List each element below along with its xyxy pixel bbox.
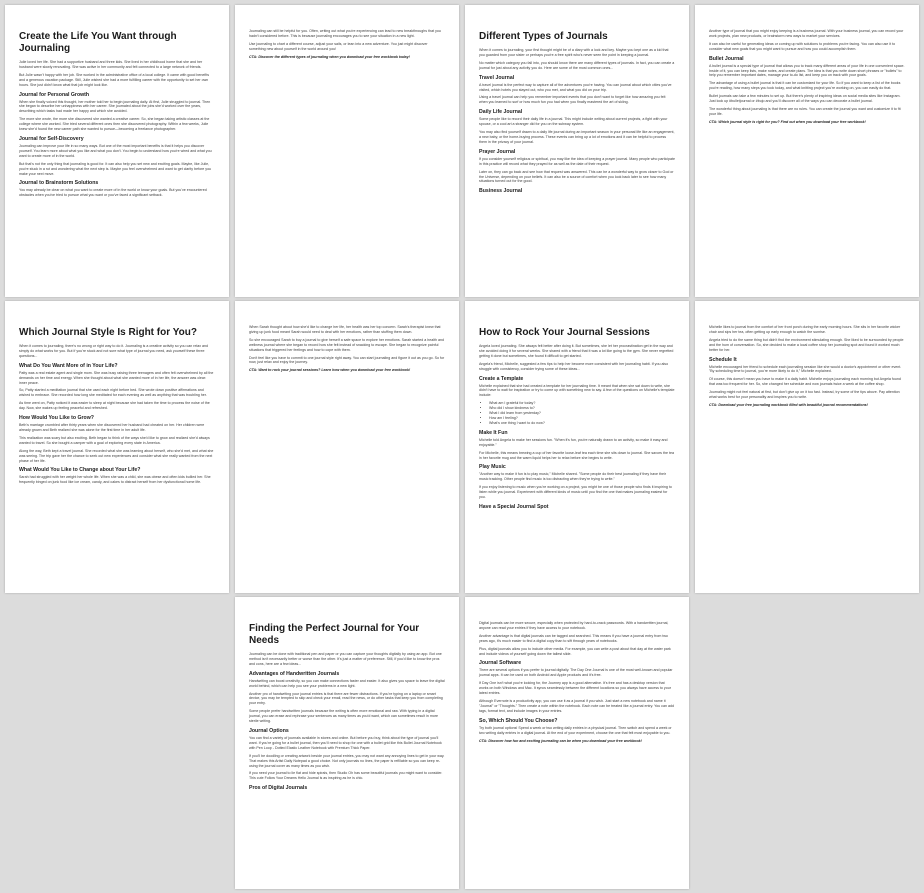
paragraph: If you enjoy listening to music when you're working on a project, you might be one of those people who finds it inspiring to listen while you journal. Experiment with different kinds of music until you find the one that makes journaling easiest for you. bbox=[479, 485, 672, 500]
paragraph: Michelle told Angela to make her sessions fun. "When it's fun, you're naturally drawn to an activity, so make it easy and enjoyable." bbox=[479, 437, 668, 447]
section-heading: Travel Journal bbox=[479, 74, 515, 81]
paragraph: A travel journal is the perfect way to capture all of the adventures you're having. You can journal about which cities you've visited, which hotels you stayed out, who you met, and what you did on your trip. bbox=[479, 82, 672, 92]
paragraph: Julie loved her life. She had a supportive husband and three kids. She lived in her childhood home that she and her husband were slowly renovating. She was active in her community and felt connected to a large network of friends. bbox=[19, 60, 203, 69]
document-page-3 bbox=[465, 5, 689, 297]
section-heading: Create a Template bbox=[479, 375, 524, 382]
bullet-list bbox=[479, 401, 675, 426]
page-title: How to Rock Your Journal Sessions bbox=[479, 327, 650, 338]
section-heading: Bullet Journal bbox=[709, 55, 744, 62]
list-item: • How am I feeling? bbox=[489, 416, 675, 421]
paragraph: Angela's friend, Michelle, suggested a few tips to help her become more consistent with her journaling habit. If you also struggle with consistency, consider trying some of these ideas... bbox=[479, 361, 669, 371]
section-heading: How Would You Like to Grow? bbox=[19, 415, 94, 422]
section-heading: Journal Software bbox=[479, 660, 522, 667]
paragraph: If Day One isn't what you're looking for, the Journey app is a good alternative. It's free and has a desktop version that works on both Windows and Mac. It syncs seamlessly between the different locations so you always have access to your latest entries. bbox=[479, 681, 671, 696]
section-heading: Have a Special Journal Spot bbox=[479, 503, 549, 510]
paragraph: When it comes to journaling, there's no wrong or right way to do it. Journaling is a creative activity so you can relax and simply do what works for you. But if you're stuck and not sure what type of journal you need, ask yourself these three questions... bbox=[19, 344, 209, 358]
call-to-action: CTA: Discover how fun and exciting journaling can be when you download your free workbook! bbox=[479, 738, 642, 743]
call-to-action: CTA: Want to rock your journal sessions? Learn how when you download your free workbook! bbox=[249, 368, 411, 373]
document-page-6 bbox=[235, 301, 459, 593]
paragraph: Michelle likes to journal from the comfort of her front porch during the early morning hours. She sits in her favorite wicker chair and sips her tea, often getting up early enough to watch the sunrise. bbox=[709, 325, 901, 334]
list-item: • What am I grateful for today? bbox=[489, 401, 675, 406]
section-heading: What Would You Like to Change about Your Life? bbox=[19, 467, 141, 474]
paragraph: Use journaling to chart a different course, adjust your sails, or lean into a new adventure. You just might discover something new about yourself in the world around you! bbox=[249, 41, 428, 51]
paragraph: There are several options if you prefer to journal digitally. The Day One Journal is one of the most well-known and popular journal apps. It can be used on both Android and Apple products and it's free. bbox=[479, 668, 673, 678]
section-heading: Play Music bbox=[479, 464, 506, 471]
document-page-7 bbox=[465, 301, 689, 593]
paragraph: So, Patty started a meditation journal that she used each night before bed. She wrote down positive affirmations and wished to embrace. She recorded how long she meditated for each evening as well as anything that was troubling her. bbox=[19, 388, 207, 398]
paragraph: Michelle encouraged her friend to schedule each journaling session like she would a doctor's appointment or other event. "By scheduling time to journal, you're more likely to do it," Michelle explained. bbox=[709, 364, 902, 374]
section-heading: So, Which Should You Choose? bbox=[479, 717, 558, 724]
paragraph: Try both journal options! Spend a week or two writing daily entries in a physical journal. Then switch and spend a week or two writing daily entries in a digital journal. At the end of your experiment, choose the one that felt most enjoyable to you. bbox=[479, 725, 672, 735]
paragraph: Michelle explained that she had created a template for her journaling time. It meant that when she sat down to write, she didn't have to wait for inspiration or try to come up with something new to say. A few of the questions on Michelle's template include: bbox=[479, 383, 675, 398]
paragraph: Some people like to record their daily life in a journal. This might include writing about current projects, a fight with your spouse, or a cool art a stranger did for you on the subway system. bbox=[479, 117, 668, 127]
section-heading: Daily Life Journal bbox=[479, 109, 523, 116]
call-to-action: CTA: Discover the different types of journaling when you download your free workbook today! bbox=[249, 54, 410, 59]
paragraph: Sarah had struggled with her weight her whole life. When she was a child, she was obese and often kids bullied her. She frequently binged on junk food like ice cream, candy, and cakes to distract herself from her dysfunctional home life. bbox=[19, 475, 211, 485]
list-item: • What's one thing I want to do now? bbox=[489, 421, 675, 426]
paragraph: As time went on, Patty noticed it was easier to sleep at night because she had taken the time to process the noise of the day. Now, she wakes up feeling peaceful and refreshed. bbox=[19, 401, 210, 411]
document-page-9 bbox=[235, 597, 459, 889]
paragraph: A bullet journal is a special type of journal that allows you to track many different areas of your life in one convenient space. Inside of it, you can keep lists, make notes, and create plans. The idea is that you write down short phrases or "bullets" to help you remember important dates, manage your to-do list, and keep you on track with your goals. bbox=[709, 63, 905, 78]
paragraph: If you need your journal to lie flat and hide spirals, then Studio Oh has some beautiful journals you might want to consider. This cute Follow Your Dreams Hello Journal is as inspiring as he is chic. bbox=[249, 771, 443, 781]
section-heading: Make It Fun bbox=[479, 429, 508, 436]
section-heading: Schedule It bbox=[709, 356, 737, 363]
paragraph: When it comes to journaling, your first thought might be of a diary with a lock and key. Maybe you kept one as a kid that you guarded from your sister or perhaps you're a free spirit who's never seen the point in keeping a journal. bbox=[479, 48, 669, 57]
paragraph: Angela tried to do the same thing but didn't find the environment stimulating enough. She liked to be surrounded by people and the hum of conversation. So, she decided to make a local coffee shop her journaling spot and found it worked much better for her. bbox=[709, 337, 904, 352]
paragraph: But that's not the only thing that journaling is good for. It can also help you set new and exciting goals. Maybe, like Julie, you're stuck in a rut and wondering what the next step is. Maybe you feel overwhelmed and want to get clarity before you make your next move. bbox=[19, 161, 212, 176]
document-page-5 bbox=[5, 301, 229, 593]
paragraph: You can find a variety of journals available in stores and online. But before you buy, think about the type of journal you'll want. If you're going for a bullet journal, then you'll need to shop for one with a bullet grid like this Bullet Journal Notebook with Pen Loop - Dotted Elastic Leather Notebook with Premium Thick Paper. bbox=[249, 735, 442, 750]
paragraph: Handwriting can boost creativity, so you can make connections faster and easier. It also gives you space to leave the digital world behind, which can help you see your problems in a new light. bbox=[249, 678, 445, 688]
list-item: • Who did I show kindness to? bbox=[489, 406, 675, 411]
paragraph: You may already be clear on what you want to create more of in the world or know your goals. But you've encountered obstacles when you've tried to pursue what you want or you've faced a significant setback. bbox=[19, 188, 207, 198]
section-heading: Journal Options bbox=[249, 727, 289, 734]
paragraph: Journaling can be done with traditional pen and paper or you can capture your thoughts digitally by using an app. But one method isn't necessarily better or worse than the other. It's just a matter of preference. Still, if you'd like to know the pros and cons, here are a few ideas... bbox=[249, 652, 442, 666]
document-page-1 bbox=[5, 5, 229, 297]
paragraph: Digital journals can be more secure, especially when protected by hard-to-crack passwords. With a handwritten journal, anyone can read your entries if they have access to your notebook. bbox=[479, 621, 669, 630]
document-page-10 bbox=[465, 597, 689, 889]
paragraph: It can also be useful for generating ideas or coming up with solutions to problems you're facing. You can also use it to consider what new goals that you might want to pursue and how you could accomplish them. bbox=[709, 41, 896, 51]
section-heading: What Do You Want More of in Your Life? bbox=[19, 362, 118, 369]
list-item: • What I did learn from yesterday? bbox=[489, 411, 675, 416]
paragraph: Don't feel like you have to commit to one journal style right away. You can start journaling and figure it out as you go. So for now, just relax and enjoy the journey. bbox=[249, 355, 445, 365]
paragraph: The more she wrote, the more she discovered she wanted a creative career. So, she began taking artistic classes at the college where she worked. She tried several different ones then she discovered photography. Within a few weeks, Julie knew she'd found the new career path she wanted to pursue—becoming a freelance photographer. bbox=[19, 117, 210, 132]
document-page-8 bbox=[695, 301, 919, 593]
paragraph: "Another way to make it fun is to play music," Michelle shared. "Some people do their best journaling if they have their music tracking. Other people find music is too distracting when they're trying to write." bbox=[479, 472, 667, 482]
document-page-2 bbox=[235, 5, 459, 297]
paragraph: No matter which category you fall into, you should know there are many different types of journals. In fact, you can create a journal for just about any activity you do. Here are some of the most common ones... bbox=[479, 60, 675, 70]
section-heading: Business Journal bbox=[479, 188, 523, 195]
paragraph: For Michelle, this means brewing a cup of her favorite loose-leaf tea each time she sits down to journal. She savors the tea in her favorite mug and the warm liquid helps her to relax before she begins to write. bbox=[479, 450, 674, 460]
paragraph: The wonderful thing about journaling is that there are no rules. You can create the journal you want and customize it to fit your life. bbox=[709, 106, 901, 116]
section-heading: Journal for Personal Growth bbox=[19, 91, 90, 98]
paragraph: Bullet journals can take a few minutes to set up. But there's plenty of inspiring ideas on social media sites like Instagram. Just look up #bulletjournal or #bujo and you'll discover all of the ways you can decorate a bullet journal. bbox=[709, 94, 901, 104]
section-heading: Prayer Journal bbox=[479, 148, 516, 155]
call-to-action: CTA: Download your free journaling workbook filled with beautiful journal recommendations! bbox=[709, 402, 868, 407]
paragraph: Of course, this doesn't mean you have to make it a daily habit. Michelle enjoys journaling each morning but Angela found that was too frequent for her. So, she changed her schedule and now journals twice a week at the coffee shop. bbox=[709, 377, 901, 387]
paragraph: The advantage of using a bullet journal is that it can be customized for your life. So if you want to keep a list of the books you're reading, how many steps you took today, and what knitting project you're working on, you can easily do that. bbox=[709, 81, 901, 91]
page-title: Which Journal Style Is Right for You? bbox=[19, 327, 197, 338]
paragraph: Another advantage is that digital journals can be tagged and searched. This means if you have a journal entry from two years ago, it's much easier to find a digital copy than to sift through years of notebooks. bbox=[479, 633, 668, 643]
paragraph: Patty was a real estate agent and single mom. She was busy raising three teenagers and often felt overwhelmed by all the demands on her time and energy. When she thought about what she wanted more of in her life, the answer was clear: inner peace. bbox=[19, 370, 214, 385]
paragraph: You may also find yourself drawn to a daily life journal during an important season in your personal life like an engagement, a new baby, or the home-buying process. These events can bring up a lot of emotions and it can be helpful to process them in the privacy of your journal. bbox=[479, 130, 675, 144]
section-heading: Journal for Self-Discovery bbox=[19, 135, 84, 142]
paragraph: If you'll be doodling or creating artwork beside your journal entries, you may not want any annoying lines to get in your way. That makes this Artist Daily Notepad a good choice. Not only journals no lines, the paper is refillable so you can keep re-using the journal cover as many times as you wish. bbox=[249, 753, 445, 768]
paragraph: Plus, digital journals allow you to include other media. For example, you can write a post about that day at the water park and include videos of yourself going down the tallest slide. bbox=[479, 646, 671, 656]
document-page-4 bbox=[695, 5, 919, 297]
paragraph: Along the way, Beth kept a travel journal. She recorded what she was learning about herself, who she'd met, and what she was seeing. The trip gave her the chance to seek out new experiences and consider what she really wanted from the next phase of her life. bbox=[19, 448, 214, 463]
page-title: Different Types of Journals bbox=[479, 31, 608, 42]
paragraph: When Sarah thought about how she'd like to change her life, her health was her top concern. Sarah's therapist knew that giving up junk food meant Sarah would need to deal with her emotions, rather than stuffing them down. bbox=[249, 325, 441, 334]
paragraph: Journaling might not feel natural at first, but don't give up on it too fast. Instead, try some of the tips above. Pay attention what works best for your personality and inspires you to write. bbox=[709, 390, 900, 400]
section-heading: Advantages of Handwritten Journals bbox=[249, 670, 340, 677]
section-heading: Journal to Brainstorm Solutions bbox=[19, 180, 99, 187]
section-heading: Pros of Digital Journals bbox=[249, 785, 308, 792]
paragraph: Although Evernote is a productivity app, you can use it as a journal if you wish. Just start a new notebook and name it "Journal" or "Thoughts." Then create a note within the notebook. Each note can be treated like a journal entry. You can add tags, format text, and include images in your entries. bbox=[479, 698, 674, 713]
paragraph: Journaling can still be helpful for you. Often, writing out what you're experiencing can lead to new breakthroughs that you hadn't considered before. This is because journaling encourages you to see your situation in a new light. bbox=[249, 29, 441, 38]
paragraph: This realization was scary but also exciting. Beth began to think of the ways she'd like to grow and realized she'd always wanted to travel. So she bought a camper with a goal of exploring every state in America. bbox=[19, 435, 210, 445]
paragraph: Another pro of handwriting your journal entries is that there are fewer distractions. If you're typing on a laptop or smart device, you may be tempted to skip and check your email, read the news, or do other tasks that keep you from completing your entry. bbox=[249, 691, 443, 706]
paragraph: Later on, they can go back and see how that request was answered. This can be a wonderful way to grow closer to God or the Universe, depending on your beliefs. It can also be a source of comfort when you look back later to see how many situations turned out for the good. bbox=[479, 169, 674, 184]
paragraph: Using a travel journal can help you remember important events that you don't want to forget like how amazing you felt when you learned to surf or how much fun you had when you finally mastered the art of skiing. bbox=[479, 95, 666, 105]
paragraph: Beth's marriage crumbled after thirty years when she discovered her husband had cheated on her. Her children were already grown and Beth realized she was alone for the first time in her adult life. bbox=[19, 423, 205, 432]
call-to-action: CTA: Which journal style is right for you? Find out when you download your free workbook! bbox=[709, 119, 866, 124]
paragraph: When she finally voiced this thought, her mother told her to begin journaling daily. At first, Julie struggled to journal. Then she began to describe her unhappiness with her career. She journaled about the jobs she'd worked over the years, describing which tasks had made her happy and which she avoided. bbox=[19, 99, 211, 114]
page-title: Create the Life You Want through Journaling bbox=[19, 31, 177, 54]
paragraph: Journaling can improve your life in so many ways. But one of the most important benefits is that it helps you discover yourself. You learn more about what you like and what you don't. You begin to understand how you're wired and what you want to create more of in the world. bbox=[19, 143, 212, 158]
paragraph: If you consider yourself religious or spiritual, you may like the idea of keeping a prayer journal. Many people who participate in this practice will record what they prayed for as well as the date of their request. bbox=[479, 156, 675, 166]
page-title: Finding the Perfect Journal for Your Needs bbox=[249, 623, 420, 646]
paragraph: Another type of journal that you might enjoy keeping is a business journal. With your business journal, you can record your work projects, plan new products, or brainstorm new ways to market your services. bbox=[709, 29, 904, 38]
paragraph: But Julie wasn't happy with her job. She worked in the administrative office of a local college. It came with good benefits and a generous vacation package. Still, Julie wished she had a more fulfilling career with the opportunity to set her own hours. She just didn't know what that job might look like. bbox=[19, 72, 209, 87]
paragraph: So she encouraged Sarah to buy a journal to give herself a safe space to explore her emotions. Sarah started a health and wellness journal where she began to record how she felt instead of snacking to escape. She began to recognize painful situations that triggered her feelings and how to cope with them. bbox=[249, 337, 444, 352]
paragraph: Some people prefer handwritten journals because the writing is often more emotional and raw. With typing in a digital journal, you can erase and rephrase your sentences as many times as you'd want, which can sometimes result in more sterile writing. bbox=[249, 709, 439, 724]
paragraph: Angela loved journaling. She always felt better after doing it. But sometimes, she let her procrastination get in the way and she avoided doing it for several weeks. She shared with a friend that it was a lot like going to the gym. She never regretted getting it done but sometimes, she found it difficult to get started. bbox=[479, 344, 674, 358]
